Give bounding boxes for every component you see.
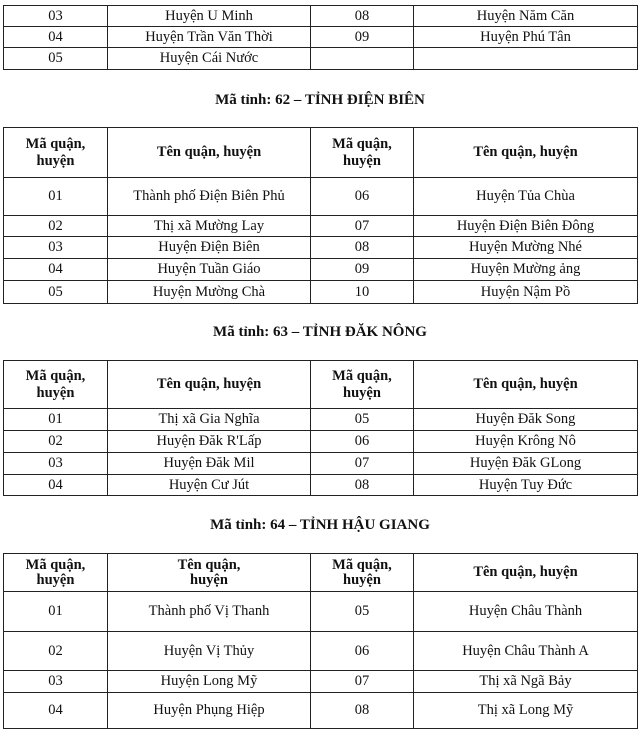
header-district-code bbox=[4, 554, 108, 592]
header-line: Tên quận, bbox=[177, 556, 241, 573]
table-body bbox=[4, 592, 638, 729]
district-code-cell: 08 bbox=[311, 237, 414, 259]
table-row bbox=[4, 27, 638, 48]
table-dien-bien bbox=[3, 127, 638, 304]
district-name-cell: Huyện U Minh bbox=[108, 6, 311, 27]
district-name-cell: Huyện Đăk Song bbox=[414, 409, 638, 431]
table-row bbox=[4, 632, 638, 671]
header-line: Mã quận, bbox=[332, 556, 392, 573]
table-row bbox=[4, 237, 638, 259]
district-name-cell: Huyện Phụng Hiệp bbox=[108, 693, 311, 729]
district-code-cell: 02 bbox=[4, 216, 108, 237]
table-header-row bbox=[4, 361, 638, 409]
district-name-cell: Huyện Krông Nô bbox=[414, 431, 638, 453]
district-name-cell: Huyện Cư Jút bbox=[108, 475, 311, 496]
table-row bbox=[4, 48, 638, 70]
table-header-row bbox=[4, 554, 638, 592]
district-code-cell: 04 bbox=[4, 27, 108, 48]
district-name-cell: Huyện Mường Chà bbox=[108, 281, 311, 304]
district-name-cell: Huyện Mường ảng bbox=[414, 259, 638, 281]
table-row bbox=[4, 178, 638, 216]
district-code-cell: 05 bbox=[4, 281, 108, 304]
table-body bbox=[4, 178, 638, 304]
district-code-cell: 04 bbox=[4, 475, 108, 496]
table-row bbox=[4, 453, 638, 475]
header-line: Mã quận, bbox=[25, 556, 86, 573]
district-name-cell: Huyện Châu Thành bbox=[414, 592, 638, 632]
district-code-cell: 01 bbox=[4, 409, 108, 431]
district-name-cell: Huyện Vị Thủy bbox=[108, 632, 311, 671]
table-row bbox=[4, 592, 638, 632]
district-name-cell: Huyện Đăk Mil bbox=[108, 453, 311, 475]
table-hau-giang bbox=[3, 553, 638, 729]
header-district-name: Tên quận, huyện bbox=[108, 128, 311, 178]
header-district-code: Mã quận, huyện bbox=[311, 128, 414, 178]
header-district-name: Tên quận, huyện bbox=[414, 361, 638, 409]
section-heading-64: Mã tỉnh: 64 – TỈNH HẬU GIANG bbox=[210, 517, 430, 533]
district-code-cell: 09 bbox=[311, 27, 414, 48]
district-code-cell: 03 bbox=[4, 6, 108, 27]
table-row bbox=[4, 281, 638, 304]
district-name-cell: Huyện Điện Biên Đông bbox=[414, 216, 638, 237]
table-row bbox=[4, 259, 638, 281]
header-district-name: Tên quận, huyện bbox=[414, 128, 638, 178]
section-heading-63: Mã tỉnh: 63 – TỈNH ĐĂK NÔNG bbox=[213, 324, 427, 340]
district-name-cell: Thị xã Mường Lay bbox=[108, 216, 311, 237]
district-code-cell: 05 bbox=[311, 409, 414, 431]
district-name-cell: Huyện Nậm Pồ bbox=[414, 281, 638, 304]
district-code-cell: 09 bbox=[311, 259, 414, 281]
header-district-name bbox=[108, 554, 311, 592]
header-line: huyện bbox=[343, 571, 381, 588]
district-code-cell: 04 bbox=[4, 259, 108, 281]
district-name-cell: Huyện Phú Tân bbox=[414, 27, 638, 48]
district-name-cell: Huyện Tủa Chùa bbox=[414, 178, 638, 216]
district-name-cell: Thị xã Long Mỹ bbox=[414, 693, 638, 729]
header-line: huyện bbox=[36, 571, 75, 588]
district-code-cell: 08 bbox=[311, 475, 414, 496]
district-code-cell: 01 bbox=[4, 178, 108, 216]
district-code-cell: 07 bbox=[311, 671, 414, 693]
district-name-cell: Huyện Mường Nhé bbox=[414, 237, 638, 259]
district-code-cell: 07 bbox=[311, 453, 414, 475]
table-row bbox=[4, 6, 638, 27]
table-row bbox=[4, 431, 638, 453]
table-row bbox=[4, 216, 638, 237]
district-name-cell: Huyện Tuy Đức bbox=[414, 475, 638, 496]
header-district-name: Tên quận, huyện bbox=[108, 361, 311, 409]
table-body bbox=[4, 6, 638, 70]
table-row bbox=[4, 475, 638, 496]
district-name-cell: Huyện Năm Căn bbox=[414, 6, 638, 27]
district-code-cell: 10 bbox=[311, 281, 414, 304]
header-district-name: Tên quận, huyện bbox=[414, 554, 638, 592]
district-code-cell: 04 bbox=[4, 693, 108, 729]
district-name-cell: Huyện Long Mỹ bbox=[108, 671, 311, 693]
district-name-cell: Thành phố Vị Thanh bbox=[108, 592, 311, 632]
district-name-cell: Huyện Trần Văn Thời bbox=[108, 27, 311, 48]
header-district-code: Mã quận, huyện bbox=[4, 361, 108, 409]
header-district-code bbox=[311, 554, 414, 592]
district-code-cell: 01 bbox=[4, 592, 108, 632]
district-code-cell: 08 bbox=[311, 693, 414, 729]
header-line: huyện bbox=[190, 571, 228, 588]
district-code-cell: 03 bbox=[4, 237, 108, 259]
district-name-cell: Thành phố Điện Biên Phủ bbox=[108, 178, 311, 216]
table-dak-nong bbox=[3, 360, 638, 496]
table-row bbox=[4, 693, 638, 729]
district-code-cell: 08 bbox=[311, 6, 414, 27]
table-body bbox=[4, 409, 638, 496]
district-name-cell: Huyện Châu Thành A bbox=[414, 632, 638, 671]
district-name-cell: Thị xã Ngã Bảy bbox=[414, 671, 638, 693]
district-code-cell: 05 bbox=[311, 592, 414, 632]
district-code-cell: 02 bbox=[4, 632, 108, 671]
district-name-cell: Huyện Điện Biên bbox=[108, 237, 311, 259]
district-name-cell: Huyện Cái Nước bbox=[108, 48, 311, 70]
district-code-cell: 03 bbox=[4, 671, 108, 693]
district-name-cell: Huyện Đăk R'Lấp bbox=[108, 431, 311, 453]
district-code-cell: 02 bbox=[4, 431, 108, 453]
district-code-cell bbox=[311, 48, 414, 70]
district-code-cell: 07 bbox=[311, 216, 414, 237]
district-name-cell: Huyện Đăk GLong bbox=[414, 453, 638, 475]
district-code-cell: 03 bbox=[4, 453, 108, 475]
table-row bbox=[4, 671, 638, 693]
district-code-cell: 06 bbox=[311, 178, 414, 216]
header-district-code: Mã quận, huyện bbox=[311, 361, 414, 409]
table-ca-mau-continued bbox=[3, 5, 638, 70]
district-code-cell: 06 bbox=[311, 632, 414, 671]
section-heading-62: Mã tỉnh: 62 – TỈNH ĐIỆN BIÊN bbox=[215, 92, 425, 108]
header-district-code: Mã quận, huyện bbox=[4, 128, 108, 178]
district-code-cell: 05 bbox=[4, 48, 108, 70]
district-name-cell: Huyện Tuần Giáo bbox=[108, 259, 311, 281]
table-header-row bbox=[4, 128, 638, 178]
table-row bbox=[4, 409, 638, 431]
district-name-cell bbox=[414, 48, 638, 70]
district-name-cell: Thị xã Gia Nghĩa bbox=[108, 409, 311, 431]
district-code-cell: 06 bbox=[311, 431, 414, 453]
